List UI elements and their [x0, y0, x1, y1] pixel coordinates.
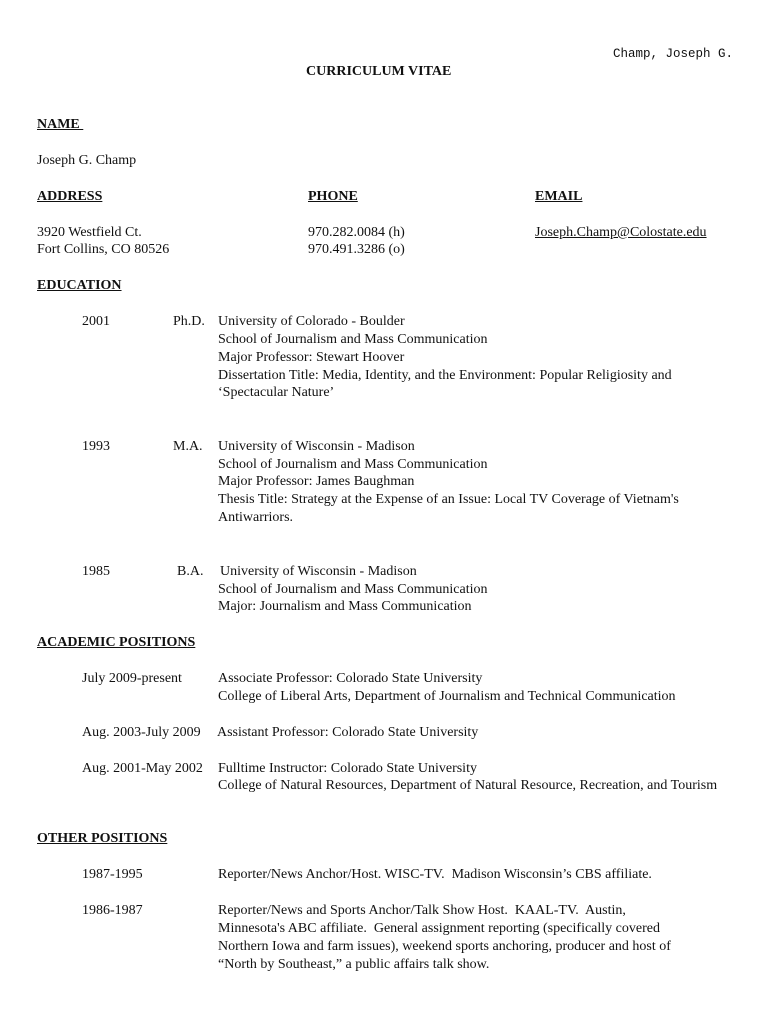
running-head: Champ, Joseph G.	[613, 47, 734, 61]
position-line: College of Natural Resources, Department of Natural Resource, Recreation, and Tourism	[218, 778, 718, 793]
position-line: Northern Iowa and farm issues), weekend sports anchoring, producer and host of	[218, 939, 671, 954]
position-line: Associate Professor: Colorado State University	[218, 671, 483, 686]
position-dates: Aug. 2001-May 2002	[82, 761, 203, 776]
position-line: Reporter/News Anchor/Host. WISC-TV. Madison Wisconsin’s CBS affiliate.	[218, 867, 652, 882]
education-degree: Ph.D.	[173, 314, 205, 329]
education-line: Major Professor: James Baughman	[218, 474, 415, 489]
education-line: Thesis Title: Strategy at the Expense of an Issue: Local TV Coverage of Vietnam's	[218, 492, 679, 507]
other-positions-heading: OTHER POSITIONS	[37, 831, 168, 846]
education-line: Major Professor: Stewart Hoover	[218, 350, 405, 365]
education-degree: B.A.	[177, 564, 204, 579]
education-line: University of Wisconsin - Madison	[218, 439, 415, 454]
academic-positions-heading: ACADEMIC POSITIONS	[37, 635, 196, 650]
name-value: Joseph G. Champ	[37, 153, 137, 168]
education-line: School of Journalism and Mass Communication	[218, 457, 488, 472]
position-line: Minnesota's ABC affiliate. General assignment reporting (specifically covered	[218, 921, 660, 936]
email-link[interactable]: Joseph.Champ@Colostate.edu	[535, 225, 707, 240]
position-line: Reporter/News and Sports Anchor/Talk Show Host. KAAL-TV. Austin,	[218, 903, 626, 918]
position-line: College of Liberal Arts, Department of Journalism and Technical Communication	[218, 689, 676, 704]
education-line: ‘Spectacular Nature’	[218, 385, 335, 400]
position-line: Fulltime Instructor: Colorado State University	[218, 761, 477, 776]
position-dates: 1986-1987	[82, 903, 143, 918]
education-year: 2001	[82, 314, 110, 329]
education-year: 1985	[82, 564, 110, 579]
phone-office: 970.491.3286 (o)	[308, 242, 405, 257]
education-line: Antiwarriors.	[218, 510, 294, 525]
address-line-2: Fort Collins, CO 80526	[37, 242, 170, 257]
education-line: University of Colorado - Boulder	[218, 314, 405, 329]
phone-home: 970.282.0084 (h)	[308, 225, 405, 240]
education-degree: M.A.	[173, 439, 203, 454]
position-dates: July 2009-present	[82, 671, 182, 686]
name-heading: NAME	[37, 117, 84, 132]
education-line: School of Journalism and Mass Communication	[218, 582, 488, 597]
education-year: 1993	[82, 439, 110, 454]
education-heading: EDUCATION	[37, 278, 122, 293]
page-title: CURRICULUM VITAE	[306, 64, 452, 79]
address-heading: ADDRESS	[37, 189, 103, 204]
position-line: “North by Southeast,” a public affairs talk show.	[218, 957, 490, 972]
education-line: University of Wisconsin - Madison	[220, 564, 417, 579]
email-heading: EMAIL	[535, 189, 583, 204]
education-line: Major: Journalism and Mass Communication	[218, 599, 472, 614]
education-line: Dissertation Title: Media, Identity, and the Environment: Popular Religiosity and	[218, 368, 672, 383]
position-dates: Aug. 2003-July 2009	[82, 725, 201, 740]
position-line: Assistant Professor: Colorado State University	[217, 725, 479, 740]
education-line: School of Journalism and Mass Communication	[218, 332, 488, 347]
address-line-1: 3920 Westfield Ct.	[37, 225, 142, 240]
position-dates: 1987-1995	[82, 867, 143, 882]
phone-heading: PHONE	[308, 189, 358, 204]
